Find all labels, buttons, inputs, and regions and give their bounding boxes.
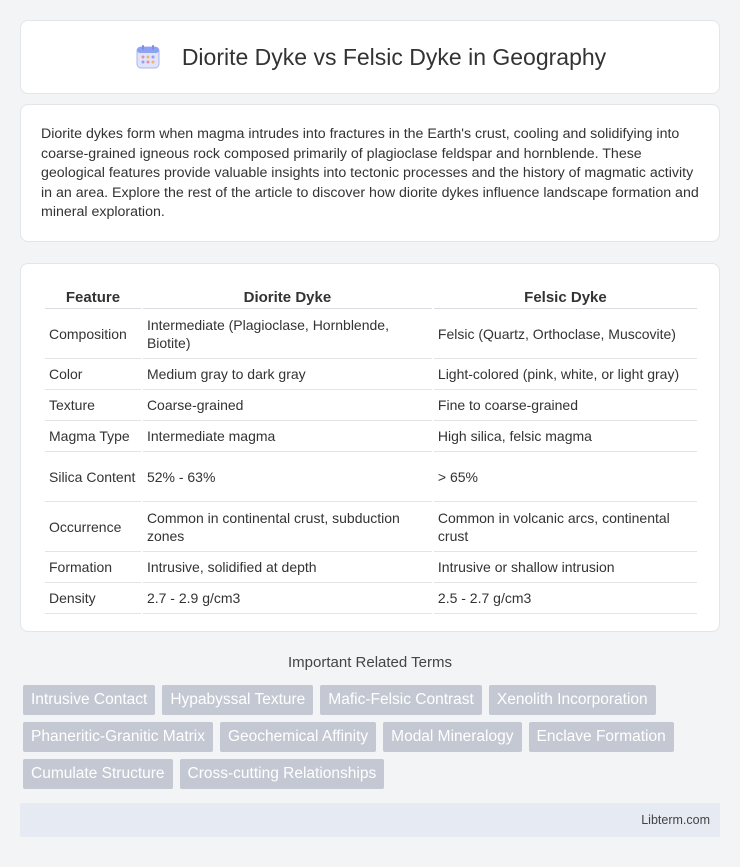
footer-site-link[interactable]: Libterm.com: [641, 813, 710, 827]
term-tag[interactable]: Cumulate Structure: [23, 759, 173, 789]
row-diorite: 2.7 - 2.9 g/cm3: [143, 583, 432, 614]
table-row: [45, 390, 697, 421]
row-felsic: Felsic (Quartz, Orthoclase, Muscovite): [434, 309, 697, 359]
term-tag[interactable]: Phaneritic-Granitic Matrix: [23, 722, 213, 752]
table-row: [45, 502, 697, 552]
row-felsic: > 65%: [434, 452, 697, 502]
term-tag[interactable]: Hypabyssal Texture: [162, 685, 313, 715]
row-diorite: Common in continental crust, subduction zones: [143, 502, 432, 552]
header-feature: Feature: [45, 285, 141, 309]
row-feature: Silica Content: [45, 452, 141, 502]
row-felsic: Fine to coarse-grained: [434, 390, 697, 421]
row-diorite: Intermediate magma: [143, 421, 432, 452]
intro-card: [20, 104, 720, 242]
row-felsic: Light-colored (pink, white, or light gray): [434, 359, 697, 390]
row-felsic: Common in volcanic arcs, continental crust: [434, 502, 697, 552]
row-diorite: 52% - 63%: [143, 452, 432, 502]
row-diorite: Intermediate (Plagioclase, Hornblende, Biotite): [143, 309, 432, 359]
row-diorite: Intrusive, solidified at depth: [143, 552, 432, 583]
table-row: [45, 583, 697, 614]
row-feature: Magma Type: [45, 421, 141, 452]
table-row: [45, 552, 697, 583]
term-tag[interactable]: Enclave Formation: [529, 722, 674, 752]
row-feature: Occurrence: [45, 502, 141, 552]
page-title: Diorite Dyke vs Felsic Dyke in Geography: [181, 43, 607, 70]
row-felsic: 2.5 - 2.7 g/cm3: [434, 583, 697, 614]
footer: [20, 803, 720, 837]
calendar-icon: [134, 43, 162, 71]
intro-text: Diorite dykes form when magma intrudes into fractures in the Earth's crust, cooling and solidifying into coarse-grained igneous rock composed primarily of plagioclase feldspar and hornblende. These geological features provide valuable insights into tectonic processes and the history of magmatic activity in an area. Explore the rest of the article to discover how diorite dykes influence landscape formation and mineral exploration.: [41, 126, 699, 221]
term-tag[interactable]: Cross-cutting Relationships: [180, 759, 385, 789]
related-terms-list: [23, 685, 723, 789]
table-row: [45, 359, 697, 390]
table-row: [45, 452, 697, 502]
table-header-row: [45, 285, 697, 309]
row-feature: Formation: [45, 552, 141, 583]
row-feature: Composition: [45, 309, 141, 359]
row-diorite: Coarse-grained: [143, 390, 432, 421]
term-tag[interactable]: Xenolith Incorporation: [489, 685, 656, 715]
row-felsic: High silica, felsic magma: [434, 421, 697, 452]
row-felsic: Intrusive or shallow intrusion: [434, 552, 697, 583]
comparison-table-card: [20, 263, 720, 632]
header-diorite: Diorite Dyke: [143, 285, 432, 309]
term-tag[interactable]: Intrusive Contact: [23, 685, 155, 715]
header-felsic: Felsic Dyke: [434, 285, 697, 309]
title-card: [20, 20, 720, 94]
table-row: [45, 421, 697, 452]
table-row: [45, 309, 697, 359]
related-terms-title: Important Related Terms: [288, 654, 452, 671]
row-feature: Color: [45, 359, 141, 390]
row-feature: Texture: [45, 390, 141, 421]
term-tag[interactable]: Geochemical Affinity: [220, 722, 376, 752]
row-diorite: Medium gray to dark gray: [143, 359, 432, 390]
term-tag[interactable]: Modal Mineralogy: [383, 722, 521, 752]
comparison-table: [43, 285, 699, 614]
row-feature: Density: [45, 583, 141, 614]
term-tag[interactable]: Mafic-Felsic Contrast: [320, 685, 482, 715]
